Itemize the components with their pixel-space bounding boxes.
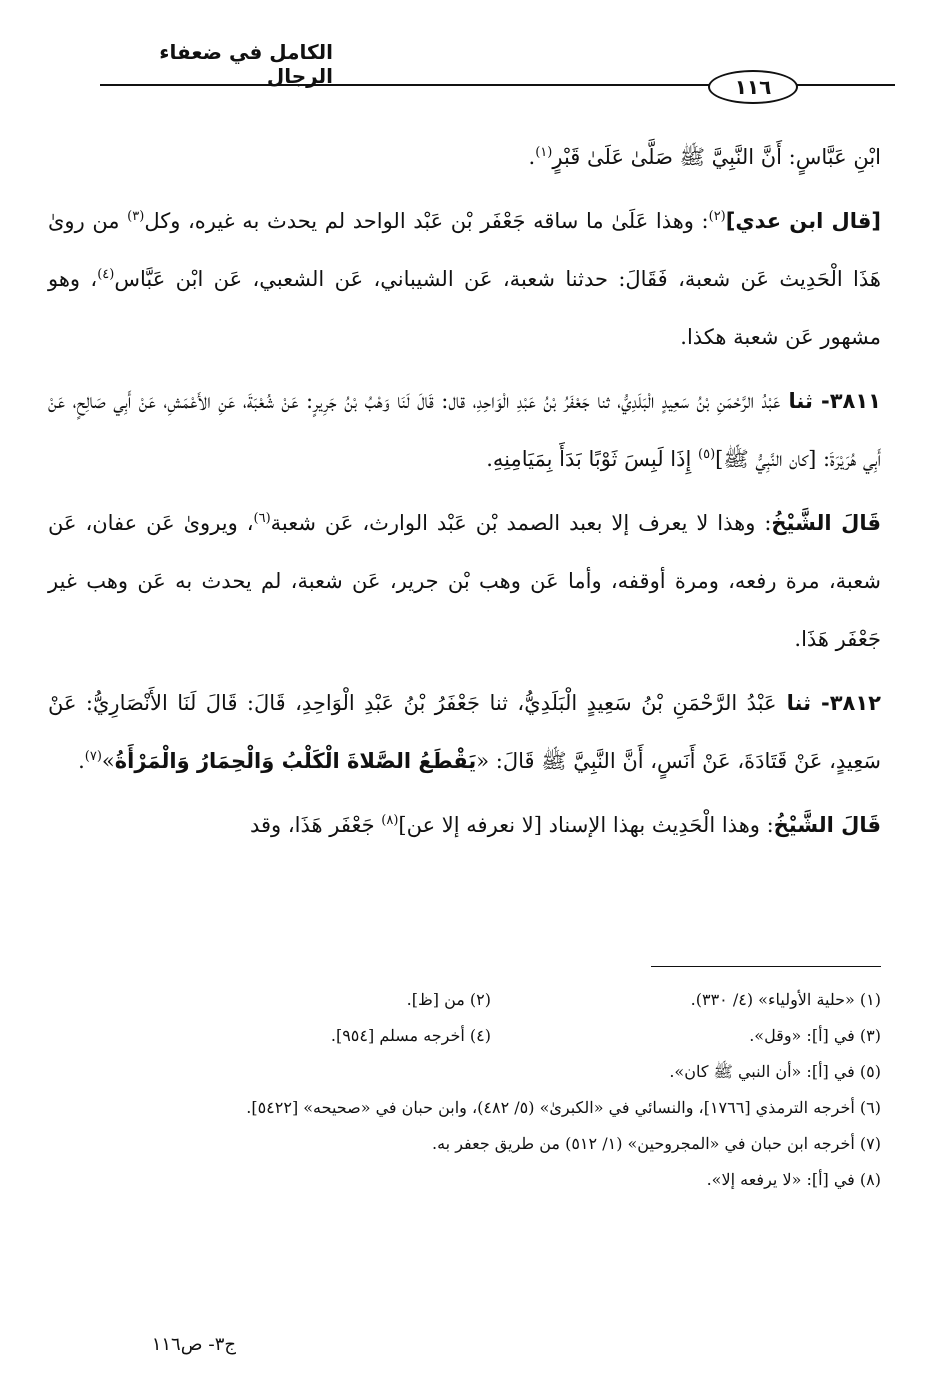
paragraph-2 — [48, 192, 881, 366]
p5-text-2: » — [101, 749, 115, 773]
paragraph-6 — [48, 796, 881, 854]
footnote-ref-8: (٨) — [381, 813, 399, 828]
p5-text-1: عَبْدُ الرَّحْمَنِ بْنُ سَعِيدٍ الْبَلَدِيُّ، ثنا جَعْفَرُ بْنُ عَبْدِ الْوَاحِدِ، قَالَ: قَالَ لَنَا الأَنْصَارِيُّ: عَنْ سَعِيدٍ، عَنْ قَتَادَةَ، عَنْ أَنَسٍ، أَنَّ النَّبِيَّ ﷺ قَالَ: « — [48, 691, 881, 773]
footnote-ref-3: (٣) — [127, 209, 145, 224]
footnote-ref-2: (٢) — [708, 209, 726, 224]
hadith-matn: يَقْطَعُ الصَّلاةَ الْكَلْبُ وَالْحِمَارُ وَالْمَرْأَةُ — [114, 749, 477, 773]
p6-label: قَالَ الشَّيْخُ — [773, 813, 881, 837]
footnote-ref-7: (٧) — [84, 749, 102, 764]
page-number: ١١٦ — [708, 70, 798, 104]
footnote-ref-5: (٥) — [698, 447, 716, 462]
hadith-number: ٣٨١١- — [821, 389, 881, 413]
footnotes — [48, 982, 881, 1198]
main-text — [48, 128, 881, 860]
footnote-3: (٣) في [أ]: «وقل». — [749, 1026, 881, 1045]
p1-end: . — [528, 145, 536, 169]
footnote-row — [48, 1018, 881, 1054]
p2-text-3: ، وهو مشهور عَن شعبة هكذا. — [48, 267, 881, 349]
footnote-separator — [651, 966, 881, 967]
running-title: الكامل في ضعفاء الرجال — [159, 40, 333, 88]
p3-text-1: عَبْدُ الرَّحْمَنِ بْنُ سَعِيدٍ الْبَلَدِيُّ، ثنا جَعْفَرُ بْنُ عَبْدِ الْوَاحِدِ، قال: قَالَ لَنَا وَهْبُ بْنُ جَرِيرٍ: عَنْ شُعْبَةَ، عَنِ الأَعْمَشِ، عَنْ أَبِي صَالِحٍ، عَنْ أَبِي هُرَيْرَةَ: [كان النَّبِيُّ ﷺ] — [48, 389, 881, 471]
p5-end: . — [78, 749, 85, 773]
footnote-5: (٥) في [أ]: «أن النبي ﷺ كان». — [669, 1062, 881, 1081]
p4-text-1: : وهذا لا يعرف إلا بعبد الصمد بْن عَبْد الوارث، عَن شعبة — [270, 511, 772, 535]
p2-text-1: : وهذا عَلَىٰ ما ساقه جَعْفَر بْن عَبْد الواحد لم يحدث به غيره، وكل — [144, 209, 709, 233]
narration-keyword: ثنا — [780, 389, 821, 413]
p6-text-1: : وهذا الْحَدِيث بهذا الإسناد [لا نعرفه إلا عن] — [398, 813, 774, 837]
footnote-ref-6: (٦) — [253, 511, 271, 526]
p2-text-2: من روىٰ هَذَا الْحَدِيث عَن شعبة، فَقَالَ: حدثنا شعبة، عَن الشيباني، عَن الشعبي، عَن ابْن عَبَّاس — [48, 209, 881, 291]
hadith-number: ٣٨١٢- — [821, 691, 881, 715]
paragraph-4 — [48, 494, 881, 668]
p6-text-2: جَعْفَر هَذَا، وقد — [250, 813, 382, 837]
footnote-8: (٨) في [أ]: «لا يرفعه إلا». — [706, 1170, 881, 1189]
hadith-3812 — [48, 674, 881, 790]
hadith-3811 — [48, 372, 881, 488]
footnote-ref-1: (١) — [535, 145, 553, 160]
footnote-1: (١) «حلية الأولياء» (٤/ ٣٣٠). — [690, 990, 881, 1009]
footnote-ref-4: (٤) — [97, 267, 115, 282]
footnote-row — [48, 982, 881, 1018]
footnote-2: (٢) من [ظ]. — [406, 990, 491, 1009]
p1-text: ابْنِ عَبَّاسٍ: أَنَّ النَّبِيَّ ﷺ صَلَّىٰ عَلَىٰ قَبْرٍ — [552, 145, 881, 169]
narration-keyword: ثنا — [776, 691, 821, 715]
p3-text-2: إِذَا لَبِسَ ثَوْبًا بَدَأَ بِمَيَامِنِهِ. — [486, 447, 698, 471]
p2-label: [قال ابن عدي] — [725, 209, 881, 233]
paragraph-1 — [48, 128, 881, 186]
footnote-7: (٧) أخرجه ابن حبان في «المجروحين» (١/ ٥١٢) من طريق جعفر به. — [431, 1134, 881, 1153]
p4-text-2: ، ويروىٰ عَن عفان، عَن شعبة، مرة رفعه، ومرة أوقفه، وأما عَن وهب بْن جرير، عَن شعبة، لم يحدث به عَن وهب غير جَعْفَر هَذَا. — [48, 511, 881, 651]
page-reference: ج٣- ص١١٦ — [151, 1334, 236, 1355]
footnote-4: (٤) أخرجه مسلم [٩٥٤]. — [330, 1026, 491, 1045]
footnote-6: (٦) أخرجه الترمذي [١٧٦٦]، والنسائي في «الكبرىٰ» (٥/ ٤٨٢)، وابن حبان في «صحيحه» [٥٤٢٢]. — [246, 1098, 881, 1117]
p4-label: قَالَ الشَّيْخُ — [771, 511, 882, 535]
